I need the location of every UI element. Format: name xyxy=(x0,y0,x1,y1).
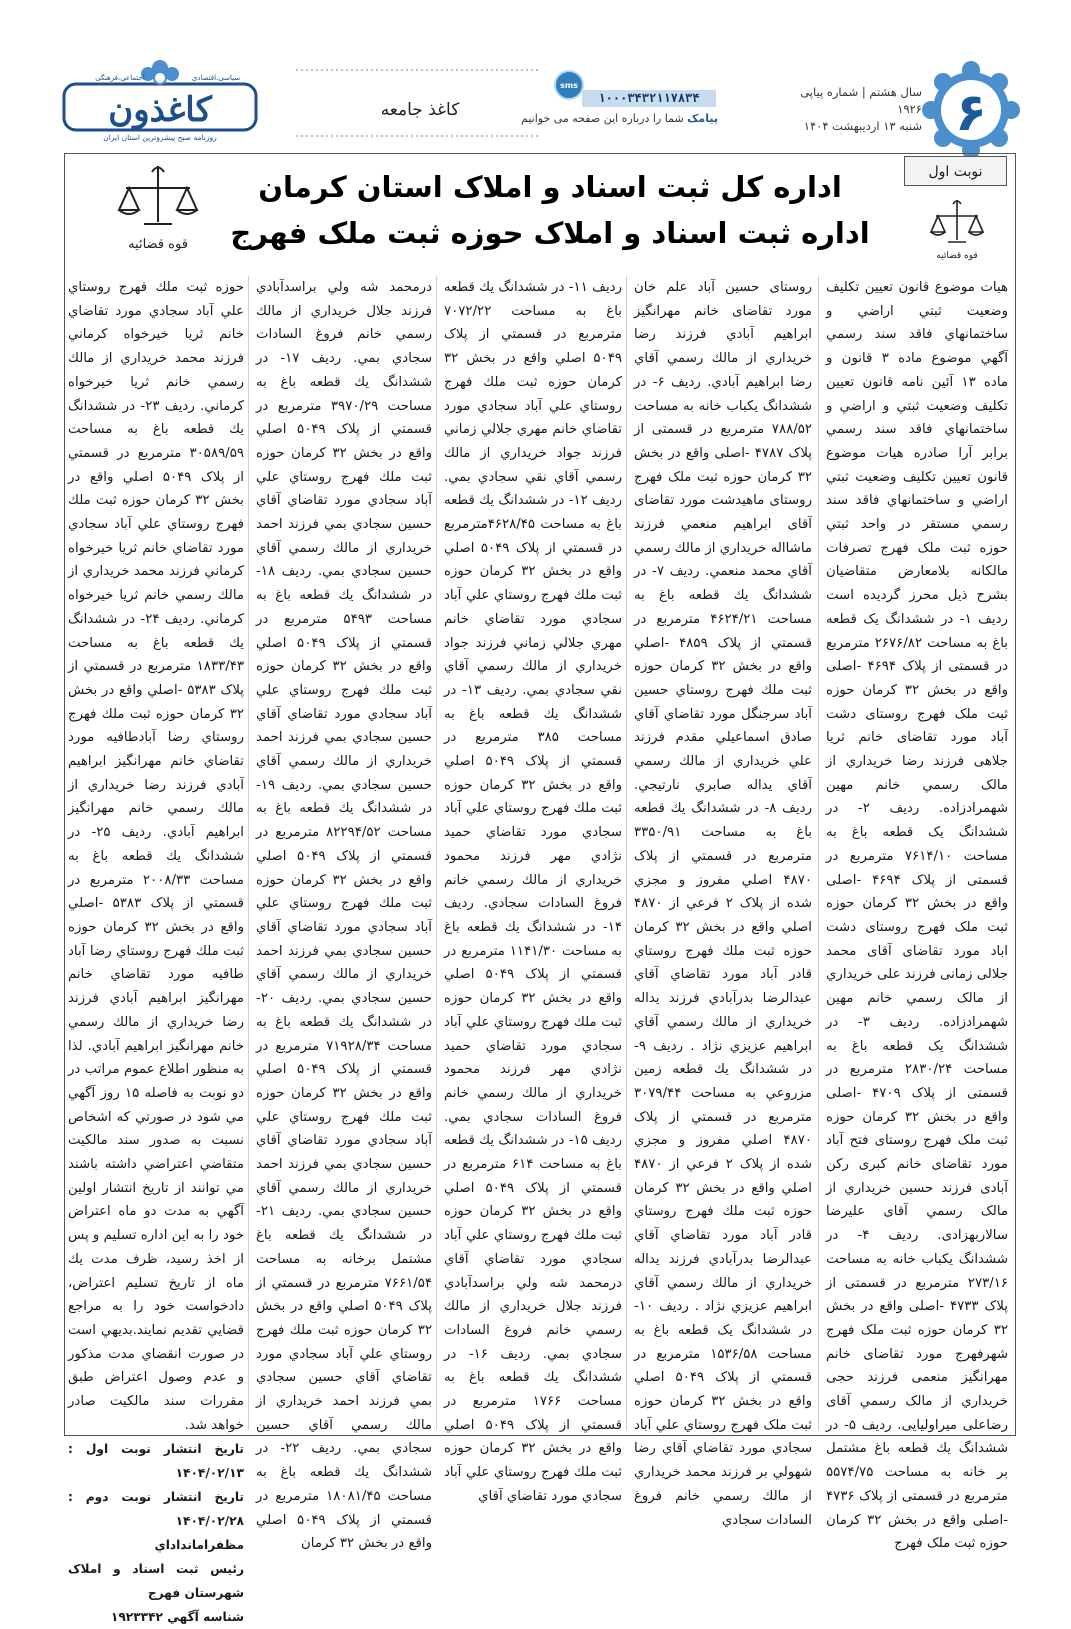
notice-id: شناسه آگهي ۱۹۲۳۳۴۲ xyxy=(110,1610,244,1625)
logo-subtitle: روزنامه صبح پیشروترین استان ایران xyxy=(103,133,217,142)
newspaper-logo[interactable] xyxy=(60,58,260,148)
logo-flower-icon xyxy=(141,60,179,84)
column-text: حوزه ثبت ملك فهرج روستاي علي آباد سجادي مورد تقاضاي خانم ثریا خیرخواه کرماني فرزند محمد خریداري از مالك رسمي خانم ثریا خیرخواه کرماني. ردیف ۲۳- در ششدانگ یك قطعه باغ به مساحت ۳۰۵۸۹/۵۹ مترمربع در قسمتي از پلاک ۵۰۴۹ اصلي واقع در بخش ۳۲ کرمان حوزه ثبت ملك فهرج روستاي علي آباد سجادي مورد تقاضاي خانم ثریا خیرخواه کرماني فرزند محمد خریداري از مالك رسمي خانم ثریا خیرخواه کرماني. ردیف ۲۴- در ششدانگ یك قطعه باغ به مساحت ۱۸۳۳/۴۳ مترمربع در قسمتي از پلاک ۵۳۸۳ -اصلي واقع در بخش ۳۲ کرمان حوزه ثبت ملك فهرج روستاي رضا آبادطافیه مورد تقاضاي خانم مهرانگیز ابراهیم آبادي فرزند رضا خریداري از مالك رسمي خانم مهرانگیز ابراهیم آبادي. ردیف ۲۵- در ششدانگ یك قطعه باغ به مساحت ۲۰۰۸/۳۳ مترمربع در قسمتي از پلاک ۵۳۸۳ -اصلي واقع در بخش ۳۲ کرمان حوزه ثبت ملك فهرج روستاي رضا آباد طافیه مورد تقاضاي خانم مهرانگیز ابراهیم آبادي فرزند رضا خریداري از مالك رسمي خانم مهرانگیز ابراهیم آبادي. لذا به منظور اطلاع عموم مراتب در دو نوبت به فاصله ۱۵ روز آگهي مي شود در صورتي که اشخاص نسبت به صدور سند مالکیت متقاضي اعتراضي داشته باشند مي توانند از تاریخ انتشار اولین آگهي به مدت دو ماه اعتراض خود را به این اداره تسلیم و پس از اخذ رسید، ظرف مدت یك ماه از تاریخ تسلیم اعتراض، دادخواست خود را به مراجع قضایي تقدیم نمایند.بدیهي است در صورت انقضاي مدت مذکور و عدم وصول اعتراض طبق مقررات سند مالکیت صادر خواهد شد. xyxy=(68,280,245,1433)
column-divider xyxy=(626,276,627,1430)
column-divider xyxy=(248,276,249,1430)
section-name: کاغذ جامعه xyxy=(380,100,460,120)
notice-column-5 xyxy=(68,276,245,1625)
sms-number[interactable]: ۱۰۰۰۳۴۳۲۱۱۷۸۳۴ xyxy=(582,90,716,107)
notice-column-4 xyxy=(256,276,433,1552)
publish-date-second: تاریخ انتشار نوبت دوم : ۱۴۰۴/۰۲/۲۸ xyxy=(68,1490,244,1529)
page-number-badge xyxy=(921,60,1021,160)
issue-info xyxy=(782,84,922,135)
sms-caption xyxy=(521,112,718,125)
column-text: روستای حسین آباد علم خان مورد تقاضای خانم مهرانگیز ابراهیم آبادي فرزند رضا خریداري از مالك رسمي آقاي رضا ابراهیم آبادي. ردیف ۶- در ششدانگ یکباب خانه به مساحت ۷۸۸/۵۲ مترمربع در قسمتی از پلاک ۴۷۸۷ -اصلی واقع در بخش ۳۲ کرمان حوزه ثبت ملک فهرج روستای ماهیدشت مورد تقاضای آقای ابراهیم منعمي فرزند ماشااله خریداري از مالك رسمي آقاي محمد منعمي. ردیف ۷- در ششدانگ یك قطعه باغ به مساحت ۴۶۲۴/۲۱ مترمربع در قسمتي از پلاک ۴۸۵۹ -اصلي واقع در بخش ۳۲ کرمان حوزه ثبت ملك فهرج روستاي حسین آباد سرجنگل مورد تقاضاي آقاي صادق اسماعیلي مقدم فرزند علي خریداري از مالك رسمي آقاي یداله صابري نارتیجي. ردیف ۸- در ششدانگ یك قطعه باغ به مساحت ۳۳۵۰/۹۱ مترمربع در قسمتي از پلاک ۴۸۷۰ اصلي مفروز و مجزي شده از پلاک ۲ فرعي از ۴۸۷۰ اصلي واقع در بخش ۳۲ کرمان حوزه ثبت ملك فهرج روستاي قادر آباد مورد تقاضاي آقاي عبدالرضا بدرآبادي فرزند یداله خریداري از مالك رسمي آقاي ابراهیم عزیزي نژاد . ردیف ۹- در ششدانگ یك قطعه زمین مزروعي به مساحت ۳۰۷۹/۴۴ مترمربع در قسمتي از پلاک ۴۸۷۰ اصلي مفروز و مجزي شده از پلاک ۲ فرعي از ۴۸۷۰ اصلي واقع در بخش ۳۲ کرمان حوزه ثبت ملك فهرج روستاي قادر آباد مورد تقاضاي آقاي عبدالرضا بدرآبادي فرزند یداله خریداري از مالك رسمي آقاي ابراهیم عزیزي نژاد . ردیف ۱۰- در ششدانگ یک قطعه باغ به مساحت ۱۵۳۶/۵۸ مترمربع در قسمتي از پلاک ۵۰۴۹ اصلي واقع در بخش ۳۲ کرمان حوزه ثبت ملک فهرج روستاي علي آباد سجادي مورد تقاضاي آقاي رضا شهولي بر فرزند محمد خریداري از مالك رسمي خانم فروغ السادات سجادي xyxy=(634,280,813,1528)
column-text: درمحمد شه ولي براسدآبادي فرزند جلال خریداري از مالك رسمي خانم فروغ السادات سجادي بمي. ردیف ۱۷- در ششدانگ یك قطعه باغ به مساحت ۳۹۷۰/۲۹ مترمربع در قسمتي از پلاک ۵۰۴۹ اصلي واقع در بخش ۳۲ کرمان حوزه ثبت ملك فهرج روستاي علي آباد سجادي مورد تقاضاي آقاي حسین سجادي بمي فرزند احمد خریداري از مالك رسمي آقاي حسین سجادي بمي. ردیف ۱۸- در ششدانگ یك قطعه باغ به مساحت ۵۴۹۳ مترمربع در قسمتي از پلاک ۵۰۴۹ اصلي واقع در بخش ۳۲ کرمان حوزه ثبت ملك فهرج روستاي علي آباد سجادي مورد تقاضاي آقاي حسین سجادي بمي فرزند احمد خریداري از مالك رسمي آقاي حسین سجادي بمي. ردیف ۱۹- در ششدانگ یك قطعه باغ به مساحت ۸۲۲۹۴/۵۲ مترمربع در قسمتي از پلاک ۵۰۴۹ اصلي واقع در بخش ۳۲ کرمان حوزه ثبت ملك فهرج روستاي علي آباد سجادي مورد تقاضاي آقاي حسین سجادي بمي فرزند احمد خریداري از مالك رسمي آقاي حسین سجادي بمي. ردیف ۲۰- در ششدانگ یك قطعه باغ به مساحت ۷۱۹۲۸/۳۴ مترمربع در قسمتي از پلاک ۵۰۴۹ اصلي واقع در بخش ۳۲ کرمان حوزه ثبت ملك فهرج روستاي علي آباد سجادي مورد تقاضاي آقاي حسین سجادي بمي فرزند احمد خریداري از مالك رسمي آقاي حسین سجادي بمي. ردیف ۲۱- در ششدانگ یك قطعه باغ مشتمل برخانه به مساحت ۷۶۶۱/۵۴ مترمربع در قسمتي از پلاک ۵۰۴۹ اصلي واقع در بخش ۳۲ کرمان حوزه ثبت ملك فهرج روستاي علي آباد سجادي مورد تقاضاي آقاي حسین سجادي بمي فرزند احمد خریداري از مالك رسمي آقاي حسین سجادي بمي. ردیف ۲۲- در ششدانگ یك قطعه باغ به مساحت ۱۸۰۸۱/۴۵ مترمربع در قسمتي از پلاک ۵۰۴۹ اصلي واقع در بخش ۳۲ کرمان xyxy=(256,280,433,1552)
signatory-name: مظفرامانداداي xyxy=(154,1538,244,1553)
emblem-caption-left: قوه قضائیه xyxy=(128,237,188,252)
sms-label: پیامک xyxy=(687,112,718,125)
judiciary-emblem-icon xyxy=(112,160,204,260)
emblem-caption-right: قوه قضائیه xyxy=(936,251,978,261)
sms-text: شما را درباره این صفحه می خوانیم xyxy=(521,112,684,125)
publish-date-first: تاریخ انتشار نوبت اول : ۱۴۰۴/۰۲/۱۳ xyxy=(68,1442,244,1481)
notice-column-3 xyxy=(444,276,623,1504)
turn-label: نوبت اول xyxy=(904,156,1007,186)
section-divider-bottom xyxy=(296,132,540,140)
issue-date: شنبه ۱۳ اردیبهشت ۱۴۰۴ xyxy=(803,119,922,133)
column-text: هیات موضوع قانون تعیین تکلیف وضعیت ثبتي اراضي و ساختمانهاي فاقد سند رسمي آگهي موضوع ماده ۳ قانون و ماده ۱۳ آئین نامه قانون تعیین تکلیف وضعیت ثبتي و اراضي و ساختمانهاي فاقد سند رسمي برابر آرا صادره هیات موضوع قانون تعیین تکلیف وضعیت ثبتي اراضي و ساختمانهاي فاقد سند رسمي مستقر در واحد ثبتي حوزه ثبت ملک فهرج تصرفات مالکانه بلامعارض متقاضیان بشرح ذیل محرز گردیده است ردیف ۱- در ششدانگ یک قطعه باغ به مساحت ۲۶۷۶/۸۲ مترمربع در قسمتی از پلاک ۴۶۹۴ -اصلی واقع در بخش ۳۲ کرمان حوزه ثبت ملک فهرج روستای دشت آباد مورد تقاضای خانم ثریا جلاهی فرزند رضا خریداري از مالک رسمي خانم مهین شهمرادزاده. ردیف ۲- در ششدانگ یک قطعه باغ به مساحت ۷۶۱۴/۱۰ مترمربع در قسمتی از پلاک ۴۶۹۴ -اصلی واقع در بخش ۳۲ کرمان حوزه ثبت ملک فهرج روستای دشت اباد مورد تقاضای آقای محمد جلالی زمانی فرزند علی خریداري از مالک رسمي خانم مهین شهمرادزاده. ردیف ۳- در ششدانگ یک قطعه باغ به مساحت ۲۸۳۰/۲۴ مترمربع در قسمتی از پلاک ۴۷۰۹ -اصلی واقع در بخش ۳۲ کرمان حوزه ثبت ملک فهرج روستای فتح آباد مورد تقاضای خانم کبری رکن آبادی فرزند حسین خریداري از مالک رسمي آقای علیرضا سالاربهزادی. ردیف ۴- در ششدانگ یکباب خانه به مساحت ۲۷۳/۱۶ مترمربع در قسمتی از پلاک ۴۷۳۳ -اصلی واقع در بخش ۳۲ کرمان حوزه ثبت ملک فهرج شهرفهرج مورد تقاضای خانم مهرانگیز منعمی فرزند حجی خریداري از مالک رسمي آقای رضاعلی میراولیایی. ردیف ۵- در ششدانگ یك قطعه باغ مشتمل بر خانه به مساحت ۵۵۷۴/۷۵ مترمربع در قسمتی از پلاک ۴۷۳۶ -اصلی واقع در بخش ۳۲ کرمان حوزه ثبت ملک فهرج xyxy=(826,280,1009,1552)
notice-column-1 xyxy=(826,276,1009,1552)
logo-tag-left: اجتماعی،فرهنگی xyxy=(95,74,145,82)
logo-tag-right: سیاسی،اقتصادی xyxy=(191,74,241,82)
issue-number: سال هشتم | شماره پیاپی ۱۹۲۶ xyxy=(800,85,922,116)
section-divider-top xyxy=(296,66,540,74)
column-text: ردیف ۱۱- در ششدانگ یك قطعه باغ به مساحت ۷۰۷۲/۲۲ مترمربع در قسمتي از پلاک ۵۰۴۹ اصلي واقع در بخش ۳۲ کرمان حوزه ثبت ملك فهرج روستاي علي آباد سجادي مورد تقاضاي خانم مهري جلالي زماني فرزند جواد خریداري از مالك رسمي آقاي نقي سجادي بمي. ردیف ۱۲- در ششدانگ یك قطعه باغ به مساحت ۴۶۲۸/۴۵مترمربع در قسمتي از پلاک ۵۰۴۹ اصلي واقع در بخش ۳۲ کرمان حوزه ثبت ملك فهرج روستاي علي آباد سجادي مورد تقاضاي خانم مهري جلالي زماني فرزند جواد خریداري از مالك رسمي آقاي نقي سجادي بمي. ردیف ۱۳- در ششدانگ یك قطعه باغ به مساحت ۳۸۵ مترمربع در قسمتي از پلاک ۵۰۴۹ اصلي واقع در بخش ۳۲ کرمان حوزه ثبت ملك فهرج روستاي علي آباد سجادي مورد تقاضاي حمید نژادي مهر فرزند محمود خریداري از مالك رسمي خانم فروغ السادات سجادي. ردیف ۱۴- در ششدانگ یك قطعه باغ به مساحت ۱۱۴۱/۳۰ مترمربع در قسمتي از پلاک ۵۰۴۹ اصلي واقع در بخش ۳۲ کرمان حوزه ثبت ملك فهرج روستاي علي آباد سجادي مورد تقاضاي حمید نژادي مهر فرزند محمود خریداري از مالك رسمي خانم فروغ السادات سجادي بمي. ردیف ۱۵- در ششدانگ یك قطعه باغ به مساحت ۶۱۴ مترمربع در قسمتي از پلاک ۵۰۴۹ اصلي واقع در بخش ۳۲ کرمان حوزه ثبت ملك فهرج روستاي علي آباد سجادي مورد تقاضاي آقاي درمحمد شه ولي براسدآبادي فرزند جلال خریداري از مالك رسمي خانم فروغ السادات سجادي بمي. ردیف ۱۶- در ششدانگ یك قطعه باغ به مساحت ۱۷۶۶ مترمربع در قسمتي از پلاک ۵۰۴۹ اصلي واقع در بخش ۳۲ کرمان حوزه ثبت ملك فهرج روستاي علي آباد سجادي مورد تقاضاي آقاي xyxy=(444,280,623,1504)
notice-title-line1: اداره کل ثبت اسناد و املاک استان کرمان xyxy=(258,170,842,204)
notice-column-2 xyxy=(634,276,813,1528)
sms-icon: sms xyxy=(554,70,584,100)
sms-box xyxy=(521,70,722,130)
page-number: ۶ xyxy=(955,83,987,143)
column-divider xyxy=(818,276,819,1430)
column-divider xyxy=(436,276,437,1430)
notice-title-line2: اداره ثبت اسناد و املاک حوزه ثبت ملک فهرج xyxy=(230,216,870,250)
judiciary-emblem-icon xyxy=(926,196,988,264)
signatory-role: رئیس ثبت اسناد و املاک شهرستان فهرج xyxy=(68,1562,244,1601)
logo-wordmark: کاغذون xyxy=(108,90,212,130)
